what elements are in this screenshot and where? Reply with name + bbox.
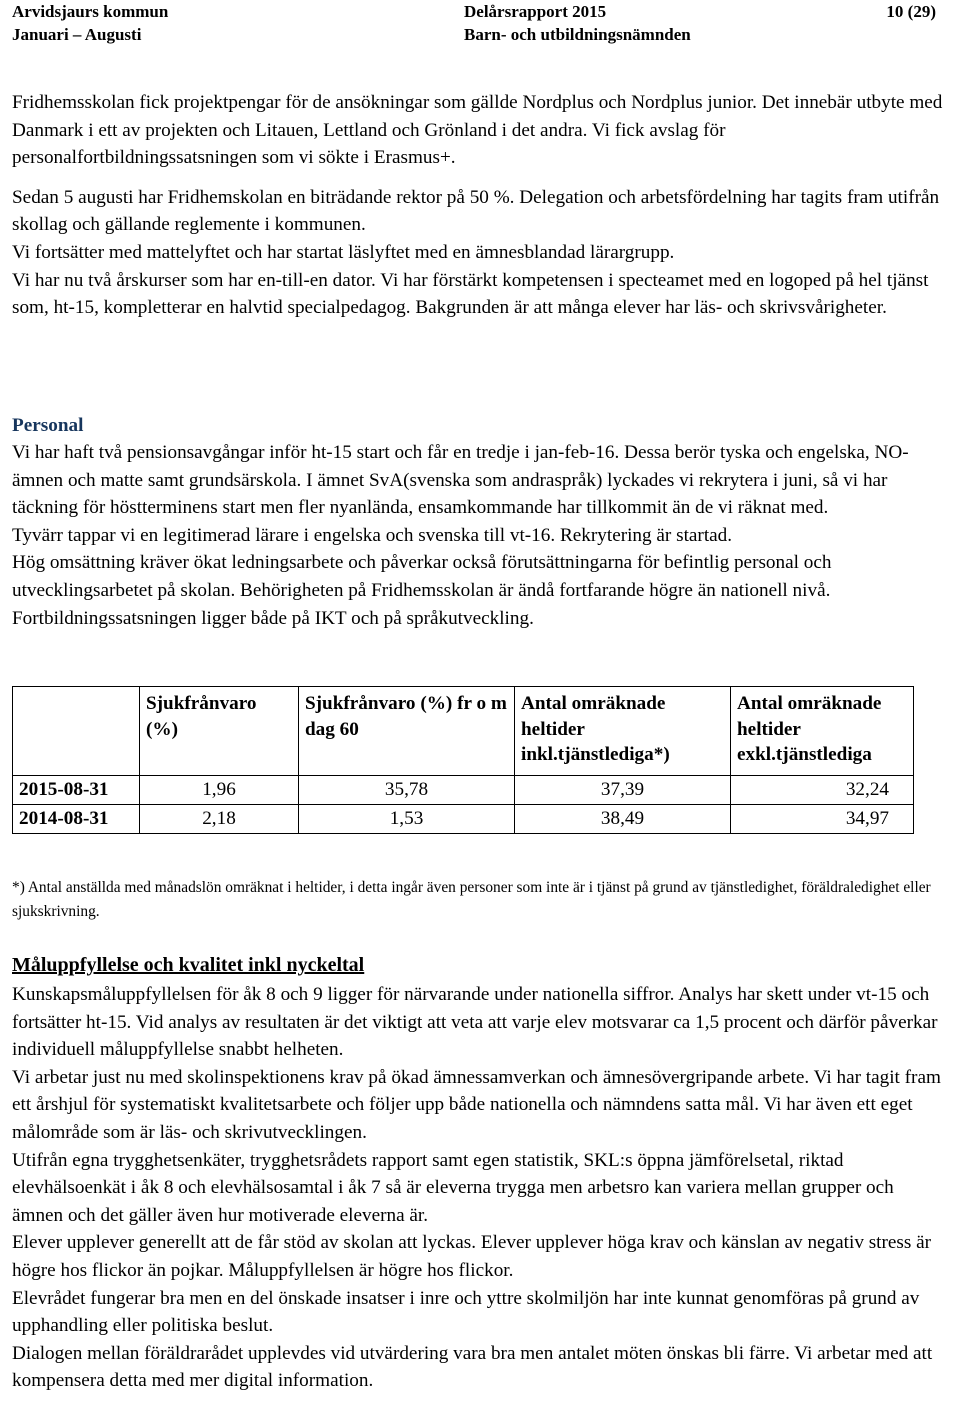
table-cell-excl: 34,97 bbox=[731, 805, 914, 834]
intro-paragraph-2: Sedan 5 augusti har Fridhemskolan en biträdande rektor på 50 %. Delegation och arbetsfördelning har tagits fram utifrån skollag och gällande reglemente i kommunen. bbox=[12, 186, 940, 236]
goals-paragraph-3: Utifrån egna trygghetsenkäter, trygghetsrådets rapport samt egen statistik, SKL:s öppna jämförelsetal, riktad elevhälsoenkät i åk 8 och elevhälsosamtal i åk 7 så är eleverna trygga men arbetsro kan variera mellan grupper och ämnen och det gäller även hur motiverade eleverna är. bbox=[12, 1149, 894, 1226]
personal-paragraph-1: Vi har haft två pensionsavgångar inför ht-15 start och får en tredje i jan-feb-16. Dessa berör tyska och engelska, NO-ämnen och matte samt grundsärskola. I ämnet SvA(svenska som andraspråk) lyckades vi rekrytera i juni, så vi har täckning för höstterminens start men fler nyanlända, ensamkommande har tillkommit än de vi räknat med. bbox=[12, 442, 909, 519]
table-cell-sick60: 35,78 bbox=[299, 776, 515, 805]
goals-section bbox=[12, 981, 948, 1395]
table-header-fte-excl: Antal omräknade heltider exkl.tjänstlediga bbox=[731, 687, 914, 776]
table-header-fte-incl: Antal omräknade heltider inkl.tjänstlediga*) bbox=[515, 687, 731, 776]
intro-section bbox=[12, 89, 948, 322]
personal-paragraph-3: Hög omsättning kräver ökat ledningsarbete och påverkar också förutsättningarna för befintlig personal och utvecklingsarbetet på skolan. Behörigheten på Fridhemsskolan är ändå fortfarande högre än nationell nivå. Fortbildningssatsningen ligger både på IKT och på språkutveckling. bbox=[12, 552, 832, 629]
header-period: Januari – Augusti bbox=[12, 25, 142, 44]
table-cell-sick60: 1,53 bbox=[299, 805, 515, 834]
goals-paragraph-2: Vi arbetar just nu med skolinspektionens krav på ökad ämnessamverkan och ämnesövergripande arbete. Vi har tagit fram ett årshjul för systematiskt kvalitetsarbete och följer upp både nationella och nämndens satta mål. Vi har även ett eget målområde som är läs- och skrivutvecklingen. bbox=[12, 1066, 941, 1143]
table-header-row bbox=[13, 687, 914, 776]
header-organization: Arvidsjaurs kommun bbox=[12, 2, 169, 21]
personal-paragraph-2: Tyvärr tappar vi en legitimerad lärare i engelska och svenska till vt-16. Rekrytering är startad. bbox=[12, 524, 733, 546]
table-row bbox=[13, 776, 914, 805]
table-header-sick-leave-60: Sjukfrånvaro (%) fr o m dag 60 bbox=[299, 687, 515, 776]
personal-heading: Personal bbox=[12, 415, 84, 436]
table-cell-incl: 38,49 bbox=[515, 805, 731, 834]
goals-paragraph-1: Kunskapsmåluppfyllelsen för åk 8 och 9 ligger för närvarande under nationella siffror. Analys har skett under vt-15 och fortsätter ht-15. Vid analys av resultaten är det viktigt att veta att varje elev motsvarar ca 1,5 procent och därför påverkar individuell måluppfyllelse snabbt helheten. bbox=[12, 984, 938, 1061]
table-header-sick-leave: Sjukfrånvaro (%) bbox=[140, 687, 299, 776]
personal-section bbox=[12, 439, 948, 632]
table-cell-excl: 32,24 bbox=[731, 776, 914, 805]
header-board: Barn- och utbildningsnämnden bbox=[464, 25, 691, 44]
header-page-number: 10 (29) bbox=[886, 2, 936, 21]
goals-paragraph-6: Dialogen mellan föräldrarådet upplevdes vid utvärdering vara bra men antalet möten önskas bli färre. Vi arbetar med att kompensera detta med mer digital information. bbox=[12, 1342, 933, 1392]
table-cell-sick: 2,18 bbox=[140, 805, 299, 834]
sick-leave-table bbox=[12, 686, 914, 834]
goals-paragraph-4: Elever upplever generellt att de får stöd av skolan att lyckas. Elever upplever höga krav och känslan av negativ stress är högre hos flickor än pojkar. Måluppfyllelsen är högre hos flickor. bbox=[12, 1232, 932, 1281]
table-footnote: *) Antal anställda med månadslön omräknat i heltider, i detta ingår även personer som inte är i tjänst på grund av tjänstledighet, föräldraledighet eller sjukskrivning. bbox=[12, 879, 931, 920]
goals-heading: Måluppfyllelse och kvalitet inkl nyckeltal bbox=[12, 954, 365, 976]
intro-paragraph-4: Vi har nu två årskurser som har en-till-en dator. Vi har förstärkt kompetensen i specteamet med en logoped på hel tjänst som, ht-15, kompletterar en halvtid specialpedagog. Bakgrunden är att många elever har läs- och skrivsvårigheter. bbox=[12, 269, 929, 319]
page-header bbox=[12, 0, 936, 50]
table-cell-date: 2015-08-31 bbox=[13, 776, 140, 805]
table-cell-sick: 1,96 bbox=[140, 776, 299, 805]
table-row bbox=[13, 805, 914, 834]
table-cell-incl: 37,39 bbox=[515, 776, 731, 805]
intro-paragraph-1: Fridhemsskolan fick projektpengar för de ansökningar som gällde Nordplus och Nordplus junior. Det innebär utbyte med Danmark i ett av projekten och Litauen, Lettland och Grönland i det andra. Vi fick avslag för personalfortbildningssatsningen som vi sökte i Erasmus+. bbox=[12, 92, 943, 169]
header-report-title: Delårsrapport 2015 bbox=[464, 2, 607, 21]
intro-paragraph-3: Vi fortsätter med mattelyftet och har startat läslyftet med en ämnesblandad lärargrupp. bbox=[12, 241, 675, 263]
goals-paragraph-5: Elevrådet fungerar bra men en del önskade insatser i inre och yttre skolmiljön har inte kunnat genomföras på grund av upphandling eller politiska beslut. bbox=[12, 1287, 920, 1337]
table-header-empty bbox=[13, 687, 140, 776]
table-cell-date: 2014-08-31 bbox=[13, 805, 140, 834]
